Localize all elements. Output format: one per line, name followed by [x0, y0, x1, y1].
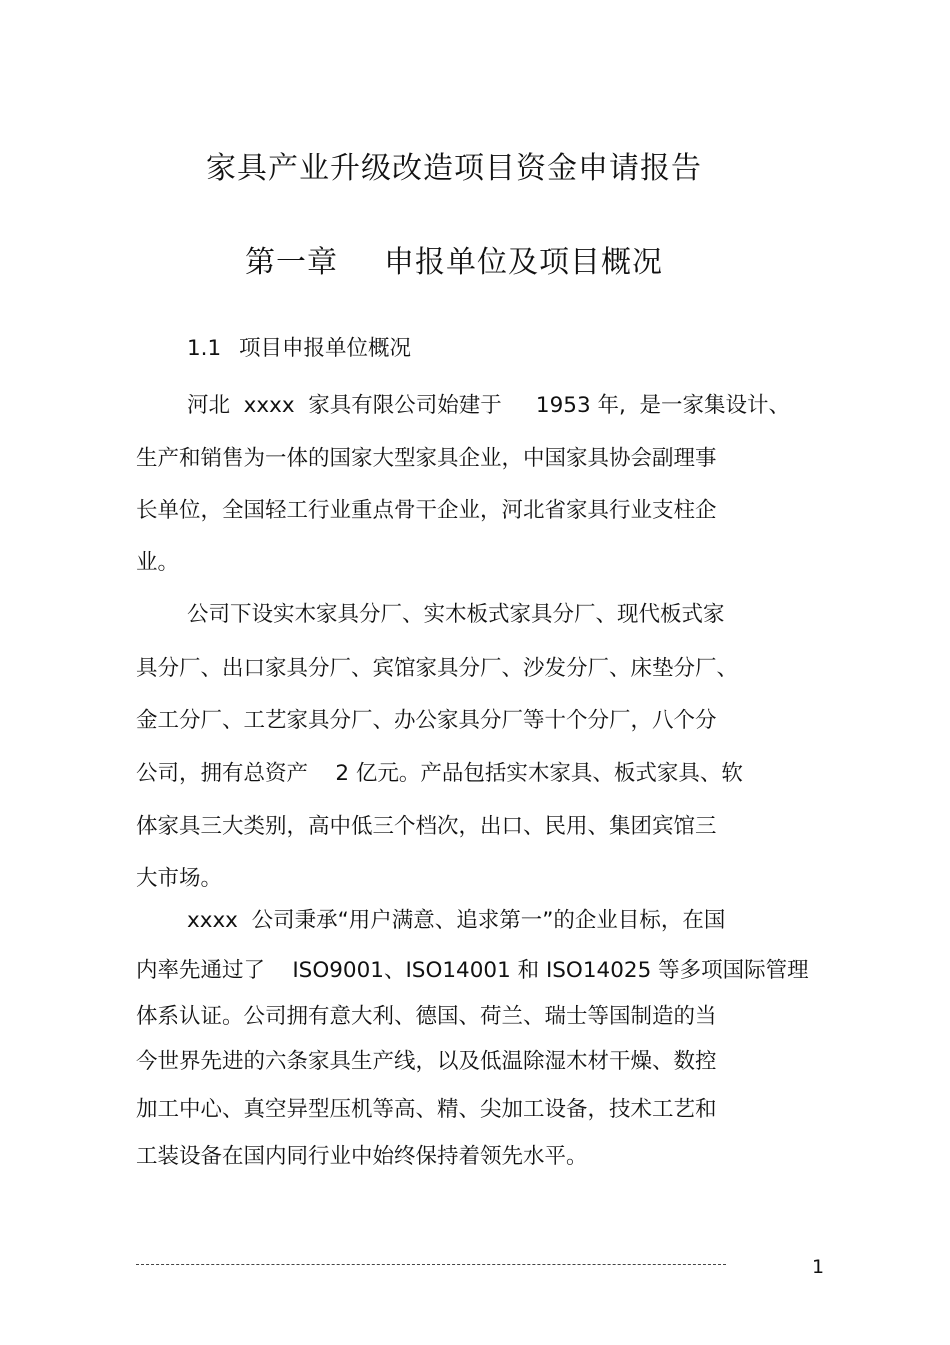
paragraph-line: 公司下设实木家具分厂、实木板式家具分厂、现代板式家 — [187, 602, 725, 627]
paragraph-line: 内率先通过了 ISO9001、ISO14001 和 ISO14025 等多项国际管理 — [136, 958, 809, 983]
paragraph-line: 金工分厂、工艺家具分厂、办公家具分厂等十个分厂，八个分 — [136, 708, 717, 733]
paragraph-line: 大市场。 — [136, 866, 223, 891]
paragraph-line: xxxx 公司秉承“用户满意、追求第一”的企业目标，在国 — [187, 908, 726, 933]
chapter-title: 申报单位及项目概况 — [384, 245, 663, 280]
section-number: 1.1 — [187, 336, 222, 361]
paragraph-line: 今世界先进的六条家具生产线，以及低温除湿木材干燥、数控 — [136, 1049, 717, 1074]
paragraph-line: 长单位，全国轻工行业重点骨干企业，河北省家具行业支柱企 — [136, 498, 717, 523]
paragraph-line: 公司，拥有总资产 2 亿元。产品包括实木家具、板式家具、软 — [136, 761, 743, 786]
paragraph-line: 生产和销售为一体的国家大型家具企业，中国家具协会副理事 — [136, 446, 717, 471]
chapter-number: 第一章 — [245, 245, 338, 280]
paragraph-line: 业。 — [136, 550, 180, 575]
paragraph-line: 加工中心、真空异型压机等高、精、尖加工设备，技术工艺和 — [136, 1097, 717, 1122]
paragraph-line: 河北 xxxx 家具有限公司始建于 1953 年, 是一家集设计、 — [187, 393, 790, 418]
paragraph-line: 具分厂、出口家具分厂、宾馆家具分厂、沙发分厂、床垫分厂、 — [136, 656, 739, 681]
chapter-heading — [0, 237, 908, 281]
footer-divider — [136, 1264, 726, 1265]
paragraph-line: 工装设备在国内同行业中始终保持着领先水平。 — [136, 1144, 588, 1169]
paragraph-line: 体系认证。公司拥有意大利、德国、荷兰、瑞士等国制造的当 — [136, 1004, 717, 1029]
document-title: 家具产业升级改造项目资金申请报告 — [206, 151, 702, 186]
section-heading — [187, 335, 411, 363]
section-title: 项目申报单位概况 — [239, 336, 412, 361]
page-number: 1 — [812, 1256, 825, 1278]
paragraph-line: 体家具三大类别，高中低三个档次，出口、民用、集团宾馆三 — [136, 814, 717, 839]
